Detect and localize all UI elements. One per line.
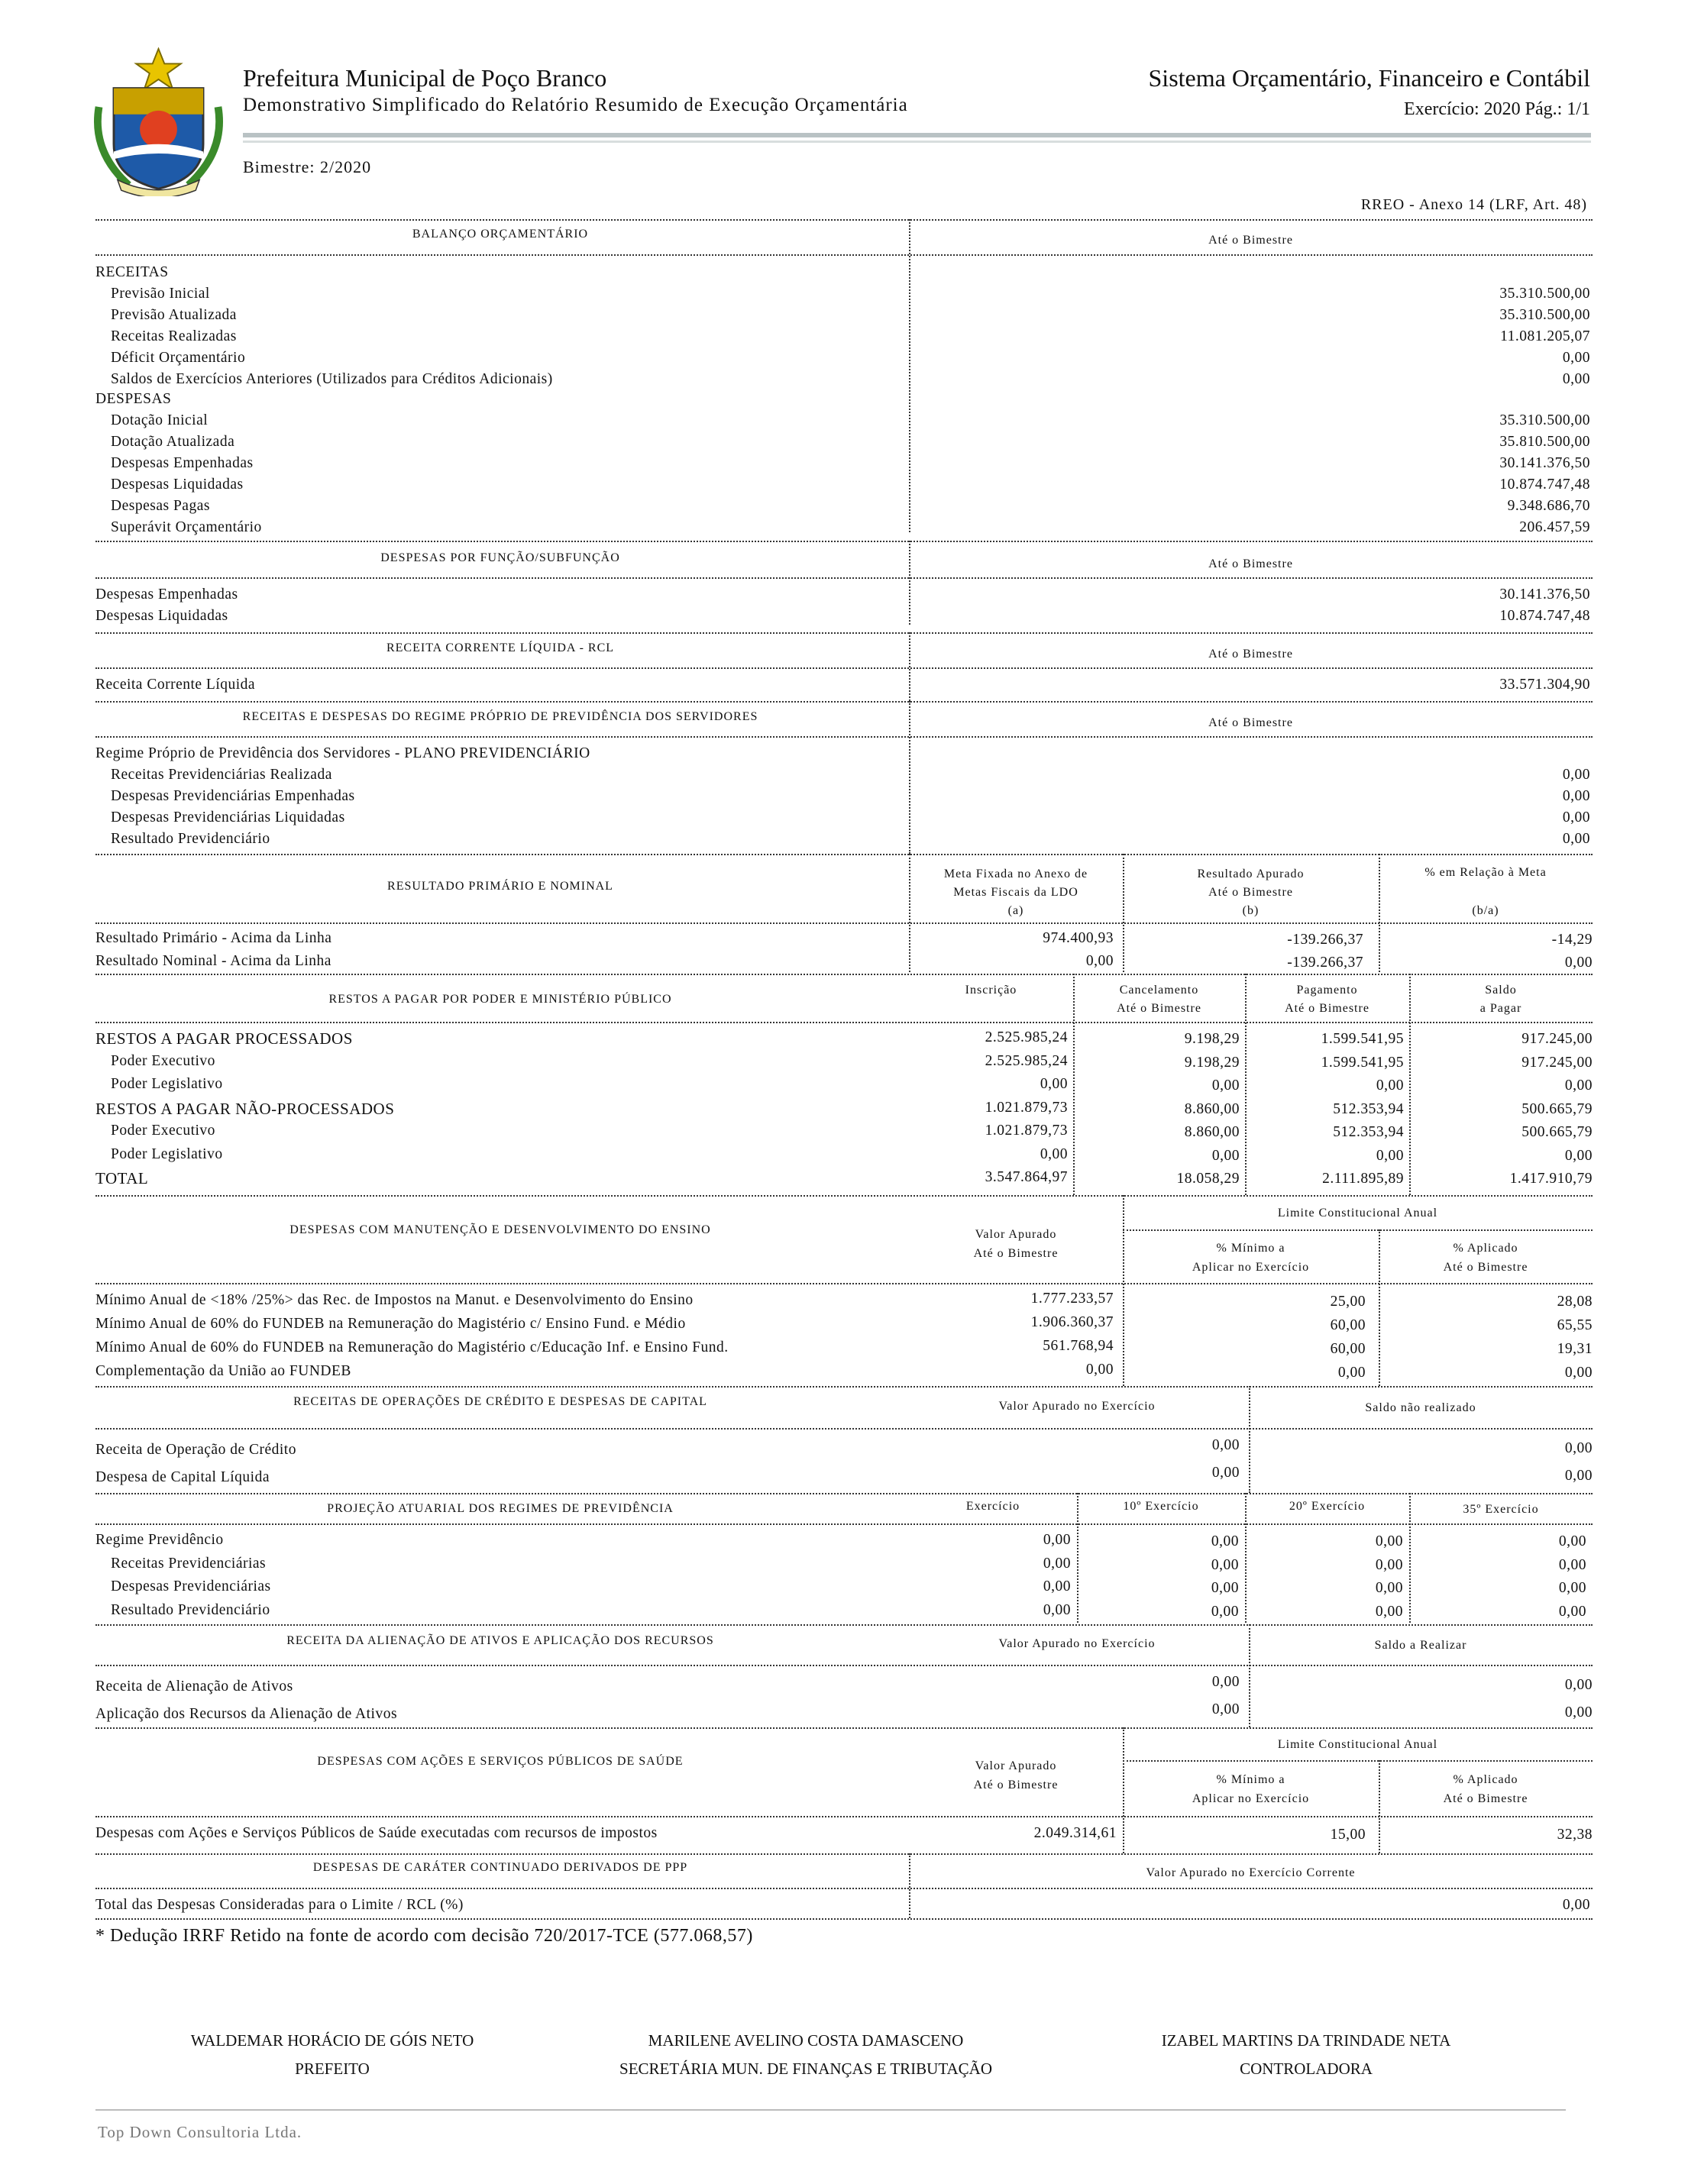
restos-row-label: Poder Legislativo	[111, 1145, 223, 1162]
resultado-row-pct: -14,29	[1551, 932, 1593, 948]
divider	[95, 1888, 1593, 1889]
projecao-row-value: 0,00	[1558, 1603, 1586, 1620]
restos-header-cancelamento: Até o Bimestre	[1117, 1002, 1201, 1015]
rcl-label: Receita Corrente Líquida	[95, 677, 256, 693]
rpps-row-value: 0,00	[1562, 831, 1590, 847]
signature-role: CONTROLADORA	[1240, 2060, 1373, 2078]
rpps-row-label: Receitas Previdenciárias Realizada	[111, 767, 332, 783]
funcao-row-label: Despesas Empenhadas	[95, 586, 238, 603]
credito-row-label: Receita de Operação de Crédito	[95, 1442, 296, 1458]
alienacao-row-label: Receita de Alienação de Ativos	[95, 1678, 293, 1695]
restos-row-saldo: 917.245,00	[1521, 1054, 1593, 1071]
section-title-rpps: RECEITAS E DESPESAS DO REGIME PRÓPRIO DE PREVIDÊNCIA DOS SERVIDORES	[242, 710, 758, 723]
despesa-row-label: Despesas Pagas	[111, 498, 210, 514]
rpps-row-label: Despesas Previdenciárias Empenhadas	[111, 788, 355, 804]
resultado-header-meta: (a)	[1007, 904, 1024, 917]
funcao-row-value: 30.141.376,50	[1499, 586, 1590, 603]
restos-row-cancelamento: 18.058,29	[1176, 1171, 1240, 1187]
divider	[909, 219, 910, 532]
divider	[1123, 1760, 1593, 1762]
municipal-coat-of-arms-logo	[84, 47, 233, 196]
divider	[95, 577, 1593, 579]
rcl-value: 33.571.304,90	[1499, 677, 1590, 693]
restos-header-cancelamento: Cancelamento	[1119, 984, 1199, 997]
resultado-row-apurado: -139.266,37	[1287, 955, 1363, 971]
restos-row-inscricao: 1.021.879,73	[985, 1123, 1068, 1139]
saude-header-minimo: % Mínimo a	[1216, 1773, 1285, 1786]
saude-row-aplicado: 32,38	[1557, 1827, 1593, 1843]
receita-row-value: 0,00	[1562, 350, 1590, 366]
signature-name: IZABEL MARTINS DA TRINDADE NETA	[1161, 2031, 1451, 2050]
section-title-balanco: BALANÇO ORÇAMENTÁRIO	[412, 228, 589, 241]
restos-row-cancelamento: 0,00	[1211, 1077, 1240, 1094]
signature-role: SECRETÁRIA MUN. DE FINANÇAS E TRIBUTAÇÃO	[619, 2060, 992, 2078]
restos-row-saldo: 500.665,79	[1521, 1124, 1593, 1140]
receita-row-label: Previsão Atualizada	[111, 307, 237, 323]
credito-row-saldo: 0,00	[1564, 1468, 1593, 1484]
ensino-header-valor: Até o Bimestre	[973, 1247, 1059, 1260]
resultado-row-pct: 0,00	[1564, 955, 1593, 971]
ensino-row-valor: 561.768,94	[1043, 1338, 1114, 1354]
divider	[95, 1283, 1593, 1284]
restos-row-label: Poder Executivo	[111, 1052, 215, 1069]
divider	[95, 667, 1593, 669]
saude-row-valor: 2.049.314,61	[1033, 1825, 1117, 1841]
projecao-row-value: 0,00	[1211, 1556, 1239, 1573]
col-header: Saldo não realizado	[1365, 1401, 1476, 1414]
restos-row-label: RESTOS A PAGAR NÃO-PROCESSADOS	[95, 1099, 395, 1118]
despesa-row-value: 10.874.747,48	[1499, 477, 1590, 493]
projecao-header: 20º Exercício	[1289, 1500, 1366, 1513]
projecao-row-value: 0,00	[1211, 1603, 1239, 1620]
bimestre: Bimestre: 2/2020	[243, 157, 372, 176]
restos-row-inscricao: 1.021.879,73	[985, 1099, 1068, 1116]
restos-row-pagamento: 1.599.541,95	[1321, 1054, 1404, 1071]
alienacao-row-label: Aplicação dos Recursos da Alienação de Ativos	[95, 1706, 398, 1722]
header-rule-2	[243, 141, 1591, 143]
ensino-header-minimo: Aplicar no Exercício	[1192, 1261, 1310, 1274]
restos-row-saldo: 0,00	[1564, 1147, 1593, 1164]
divider	[95, 974, 1593, 975]
section-title-ensino: DESPESAS COM MANUTENÇÃO E DESENVOLVIMENTO DO ENSINO	[289, 1223, 711, 1236]
receita-row-label: Déficit Orçamentário	[111, 350, 246, 366]
alienacao-row-valor: 0,00	[1211, 1674, 1240, 1690]
projecao-row-label: Receitas Previdenciárias	[111, 1555, 267, 1572]
projecao-header: Exercício	[965, 1500, 1020, 1513]
restos-header-pagamento: Até o Bimestre	[1285, 1002, 1369, 1015]
ensino-row-minimo: 60,00	[1330, 1341, 1366, 1357]
restos-row-pagamento: 0,00	[1376, 1147, 1404, 1164]
rpps-row-value: 0,00	[1562, 788, 1590, 804]
section-title-alienacao: RECEITA DA ALIENAÇÃO DE ATIVOS E APLICAÇÃO DOS RECURSOS	[286, 1634, 714, 1647]
footnote: * Dedução IRRF Retido na fonte de acordo com decisão 720/2017-TCE (577.068,57)	[95, 1926, 753, 1946]
restos-row-inscricao: 2.525.985,24	[985, 1052, 1068, 1069]
ensino-row-aplicado: 19,31	[1557, 1341, 1593, 1357]
divider	[95, 1665, 1593, 1666]
col-header: Saldo a Realizar	[1374, 1639, 1467, 1652]
footer-rule	[95, 2109, 1566, 2111]
despesa-row-label: Dotação Atualizada	[111, 434, 235, 450]
restos-row-saldo: 0,00	[1564, 1077, 1593, 1094]
header-rule	[243, 133, 1591, 137]
resultado-row-meta: 974.400,93	[1043, 930, 1114, 946]
restos-row-saldo: 1.417.910,79	[1509, 1171, 1593, 1187]
projecao-row-value: 0,00	[1211, 1533, 1239, 1549]
projecao-row-value: 0,00	[1043, 1578, 1071, 1594]
credito-row-label: Despesa de Capital Líquida	[95, 1469, 270, 1485]
ensino-row-minimo: 60,00	[1330, 1317, 1366, 1333]
projecao-row-label: Regime Previdêncio	[95, 1532, 224, 1548]
signature-role: PREFEITO	[295, 2060, 370, 2078]
ensino-row-label: Mínimo Anual de 60% do FUNDEB na Remuneração do Magistério c/Educação Inf. e Ensino Fund.	[95, 1339, 729, 1355]
divider	[909, 1853, 910, 1918]
saude-limite-header: Limite Constitucional Anual	[1277, 1738, 1438, 1751]
projecao-row-value: 0,00	[1211, 1580, 1239, 1596]
saude-row-minimo: 15,00	[1330, 1827, 1366, 1843]
alienacao-row-saldo: 0,00	[1564, 1704, 1593, 1720]
divider	[909, 701, 910, 854]
projecao-row-label: Despesas Previdenciárias	[111, 1578, 271, 1594]
rpps-row-value: 0,00	[1562, 767, 1590, 783]
divider	[95, 854, 1593, 855]
resultado-header-apurado: Resultado Apurado	[1197, 867, 1305, 880]
saude-header-minimo: Aplicar no Exercício	[1192, 1792, 1310, 1805]
resultado-header-meta: Metas Fiscais da LDO	[953, 886, 1078, 899]
restos-header-saldo: Saldo	[1485, 984, 1517, 997]
ensino-row-minimo: 0,00	[1337, 1365, 1366, 1381]
projecao-row-value: 0,00	[1375, 1603, 1403, 1620]
section-title-credito: RECEITAS DE OPERAÇÕES DE CRÉDITO E DESPESAS DE CAPITAL	[293, 1395, 707, 1408]
projecao-row-value: 0,00	[1375, 1533, 1403, 1549]
saude-header-valor: Até o Bimestre	[973, 1779, 1059, 1791]
section-title-rcl: RECEITA CORRENTE LÍQUIDA - RCL	[386, 641, 615, 654]
section-title-projecao: PROJEÇÃO ATUARIAL DOS REGIMES DE PREVIDÊNCIA	[327, 1502, 674, 1515]
receita-row-label: Saldos de Exercícios Anteriores (Utilizados para Créditos Adicionais)	[111, 371, 553, 387]
section-title-funcao: DESPESAS POR FUNÇÃO/SUBFUNÇÃO	[380, 551, 620, 564]
projecao-header: 35º Exercício	[1463, 1503, 1539, 1516]
ensino-header-minimo: % Mínimo a	[1216, 1242, 1285, 1255]
divider	[95, 1428, 1593, 1430]
ensino-row-aplicado: 28,08	[1557, 1294, 1593, 1310]
restos-row-label: Poder Executivo	[111, 1123, 215, 1139]
projecao-row-value: 0,00	[1558, 1533, 1586, 1549]
system-name: Sistema Orçamentário, Financeiro e Contábil	[1148, 64, 1590, 92]
divider	[95, 1195, 1593, 1197]
section-title-saude: DESPESAS COM AÇÕES E SERVIÇOS PÚBLICOS DE SAÚDE	[317, 1755, 684, 1768]
ensino-row-label: Mínimo Anual de <18% /25%> das Rec. de Impostos na Manut. e Desenvolvimento do Ensino	[95, 1292, 694, 1308]
resultado-row-label: Resultado Primário - Acima da Linha	[95, 930, 332, 946]
despesa-row-label: Despesas Empenhadas	[111, 455, 254, 471]
restos-row-cancelamento: 8.860,00	[1184, 1124, 1240, 1140]
resultado-row-meta: 0,00	[1085, 953, 1114, 969]
restos-row-saldo: 917.245,00	[1521, 1031, 1593, 1047]
restos-row-pagamento: 512.353,94	[1333, 1124, 1404, 1140]
saude-row-label: Despesas com Ações e Serviços Públicos de Saúde executadas com recursos de impostos	[95, 1825, 658, 1841]
despesa-row-value: 35.810.500,00	[1499, 434, 1590, 450]
receita-row-value: 35.310.500,00	[1499, 307, 1590, 323]
section-title-restos: RESTOS A PAGAR POR PODER E MINISTÉRIO PÚBLICO	[328, 993, 672, 1006]
divider	[909, 632, 910, 701]
funcao-row-value: 10.874.747,48	[1499, 608, 1590, 624]
col-header: Valor Apurado no Exercício	[998, 1637, 1156, 1650]
divider	[95, 736, 1593, 738]
ensino-row-valor: 1.777.233,57	[1030, 1291, 1114, 1307]
restos-row-label: RESTOS A PAGAR PROCESSADOS	[95, 1029, 353, 1048]
rpps-row-label: Despesas Previdenciárias Liquidadas	[111, 809, 345, 825]
restos-row-pagamento: 512.353,94	[1333, 1100, 1404, 1117]
divider	[95, 701, 1593, 703]
divider	[95, 1853, 1593, 1855]
projecao-row-value: 0,00	[1558, 1580, 1586, 1596]
divider	[95, 219, 1593, 221]
despesa-row-label: Dotação Inicial	[111, 412, 209, 428]
restos-row-pagamento: 1.599.541,95	[1321, 1031, 1404, 1047]
restos-row-pagamento: 2.111.895,89	[1322, 1171, 1404, 1187]
divider	[95, 632, 1593, 634]
ensino-header-valor: Valor Apurado	[975, 1228, 1057, 1241]
divider	[95, 1727, 1593, 1729]
ensino-header-aplicado: Até o Bimestre	[1443, 1261, 1528, 1274]
restos-row-inscricao: 2.525.985,24	[985, 1029, 1068, 1045]
ensino-row-valor: 0,00	[1085, 1362, 1114, 1378]
ensino-row-aplicado: 0,00	[1564, 1365, 1593, 1381]
restos-row-cancelamento: 9.198,29	[1184, 1031, 1240, 1047]
annex-label: RREO - Anexo 14 (LRF, Art. 48)	[1360, 196, 1587, 213]
saude-header-aplicado: Até o Bimestre	[1443, 1792, 1528, 1805]
restos-row-saldo: 500.665,79	[1521, 1100, 1593, 1117]
ensino-row-minimo: 25,00	[1330, 1294, 1366, 1310]
projecao-row-value: 0,00	[1375, 1556, 1403, 1573]
projecao-row-value: 0,00	[1558, 1556, 1586, 1573]
despesa-row-value: 35.310.500,00	[1499, 412, 1590, 428]
divider	[95, 1624, 1593, 1626]
col-header: Até o Bimestre	[1208, 648, 1293, 661]
restos-header-saldo: a Pagar	[1479, 1002, 1522, 1015]
ppp-label: Total das Despesas Consideradas para o Limite / RCL (%)	[95, 1897, 464, 1913]
divider	[95, 1386, 1593, 1388]
rpps-row-label: Resultado Previdenciário	[111, 831, 270, 847]
restos-row-cancelamento: 8.860,00	[1184, 1100, 1240, 1117]
divider	[95, 1022, 1593, 1023]
receitas-label: RECEITAS	[95, 264, 169, 280]
restos-row-inscricao: 0,00	[1040, 1145, 1068, 1162]
restos-row-inscricao: 0,00	[1040, 1076, 1068, 1092]
divider	[95, 1523, 1593, 1525]
divider	[95, 1816, 1593, 1817]
ensino-limite-header: Limite Constitucional Anual	[1277, 1207, 1438, 1220]
funcao-row-label: Despesas Liquidadas	[95, 608, 228, 624]
ensino-header-aplicado: % Aplicado	[1453, 1242, 1518, 1255]
rpps-row-value: 0,00	[1562, 809, 1590, 825]
section-title-ppp: DESPESAS DE CARÁTER CONTINUADO DERIVADOS DE PPP	[312, 1861, 688, 1874]
org-name: Prefeitura Municipal de Poço Branco	[243, 64, 607, 92]
receita-row-value: 0,00	[1562, 371, 1590, 387]
divider	[95, 922, 1593, 924]
despesa-row-value: 9.348.686,70	[1507, 498, 1590, 514]
saude-header-valor: Valor Apurado	[975, 1759, 1057, 1772]
credito-row-valor: 0,00	[1211, 1465, 1240, 1481]
ensino-row-label: Complementação da União ao FUNDEB	[95, 1363, 351, 1379]
restos-header-inscricao: Inscrição	[965, 984, 1017, 997]
footer-company: Top Down Consultoria Ltda.	[98, 2123, 302, 2141]
signature-name: WALDEMAR HORÁCIO DE GÓIS NETO	[190, 2031, 474, 2050]
despesa-row-value: 30.141.376,50	[1499, 455, 1590, 471]
signature-name: MARILENE AVELINO COSTA DAMASCENO	[648, 2031, 964, 2050]
alienacao-row-saldo: 0,00	[1564, 1677, 1593, 1693]
restos-row-label: Poder Legislativo	[111, 1076, 223, 1092]
ppp-value: 0,00	[1562, 1897, 1590, 1913]
restos-row-label: TOTAL	[95, 1169, 149, 1187]
projecao-row-value: 0,00	[1375, 1580, 1403, 1596]
resultado-header-apurado: (b)	[1242, 904, 1260, 917]
restos-header-pagamento: Pagamento	[1296, 984, 1358, 997]
projecao-header: 10º Exercício	[1123, 1500, 1199, 1513]
section-title-resultado: RESULTADO PRIMÁRIO E NOMINAL	[387, 880, 613, 893]
divider	[95, 541, 1593, 542]
col-header: Valor Apurado no Exercício	[998, 1400, 1156, 1413]
restos-row-cancelamento: 9.198,29	[1184, 1054, 1240, 1071]
credito-row-valor: 0,00	[1211, 1437, 1240, 1453]
projecao-row-label: Resultado Previdenciário	[111, 1601, 270, 1618]
despesa-row-label: Superávit Orçamentário	[111, 519, 262, 535]
saude-header-aplicado: % Aplicado	[1453, 1773, 1518, 1786]
rpps-group-label: Regime Próprio de Previdência dos Servidores - PLANO PREVIDENCIÁRIO	[95, 745, 590, 761]
receita-row-value: 11.081.205,07	[1500, 328, 1590, 344]
divider	[909, 541, 910, 625]
ensino-row-valor: 1.906.360,37	[1030, 1314, 1114, 1330]
exercicio-page: Exercício: 2020 Pág.: 1/1	[1404, 99, 1590, 119]
receita-row-value: 35.310.500,00	[1499, 286, 1590, 302]
despesa-row-label: Despesas Liquidadas	[111, 477, 244, 493]
credito-row-saldo: 0,00	[1564, 1440, 1593, 1456]
ensino-row-label: Mínimo Anual de 60% do FUNDEB na Remuneração do Magistério c/ Ensino Fund. e Médio	[95, 1316, 686, 1332]
projecao-row-value: 0,00	[1043, 1601, 1071, 1618]
ensino-row-aplicado: 65,55	[1557, 1317, 1593, 1333]
col-header: Até o Bimestre	[1208, 234, 1293, 247]
projecao-row-value: 0,00	[1043, 1532, 1071, 1548]
restos-row-cancelamento: 0,00	[1211, 1147, 1240, 1164]
alienacao-row-valor: 0,00	[1211, 1701, 1240, 1717]
projecao-row-value: 0,00	[1043, 1555, 1071, 1572]
col-header: Valor Apurado no Exercício Corrente	[1146, 1866, 1356, 1879]
col-header: Até o Bimestre	[1208, 557, 1293, 570]
resultado-header-pct: (b/a)	[1472, 904, 1499, 917]
restos-row-inscricao: 3.547.864,97	[985, 1169, 1068, 1185]
receita-row-label: Previsão Inicial	[111, 286, 210, 302]
divider	[1123, 1229, 1593, 1231]
despesa-row-value: 206.457,59	[1519, 519, 1590, 535]
divider	[95, 254, 1593, 256]
resultado-row-apurado: -139.266,37	[1287, 932, 1363, 948]
receita-row-label: Receitas Realizadas	[111, 328, 237, 344]
resultado-header-pct: % em Relação à Meta	[1424, 866, 1547, 879]
resultado-row-label: Resultado Nominal - Acima da Linha	[95, 953, 331, 969]
restos-row-pagamento: 0,00	[1376, 1077, 1404, 1094]
divider	[95, 1918, 1593, 1920]
col-header: Até o Bimestre	[1208, 716, 1293, 729]
resultado-header-apurado: Até o Bimestre	[1208, 886, 1293, 899]
despesas-label: DESPESAS	[95, 391, 172, 407]
resultado-header-meta: Meta Fixada no Anexo de	[943, 867, 1088, 880]
report-title: Demonstrativo Simplificado do Relatório Resumido de Execução Orçamentária	[243, 95, 908, 115]
divider	[95, 1493, 1593, 1494]
